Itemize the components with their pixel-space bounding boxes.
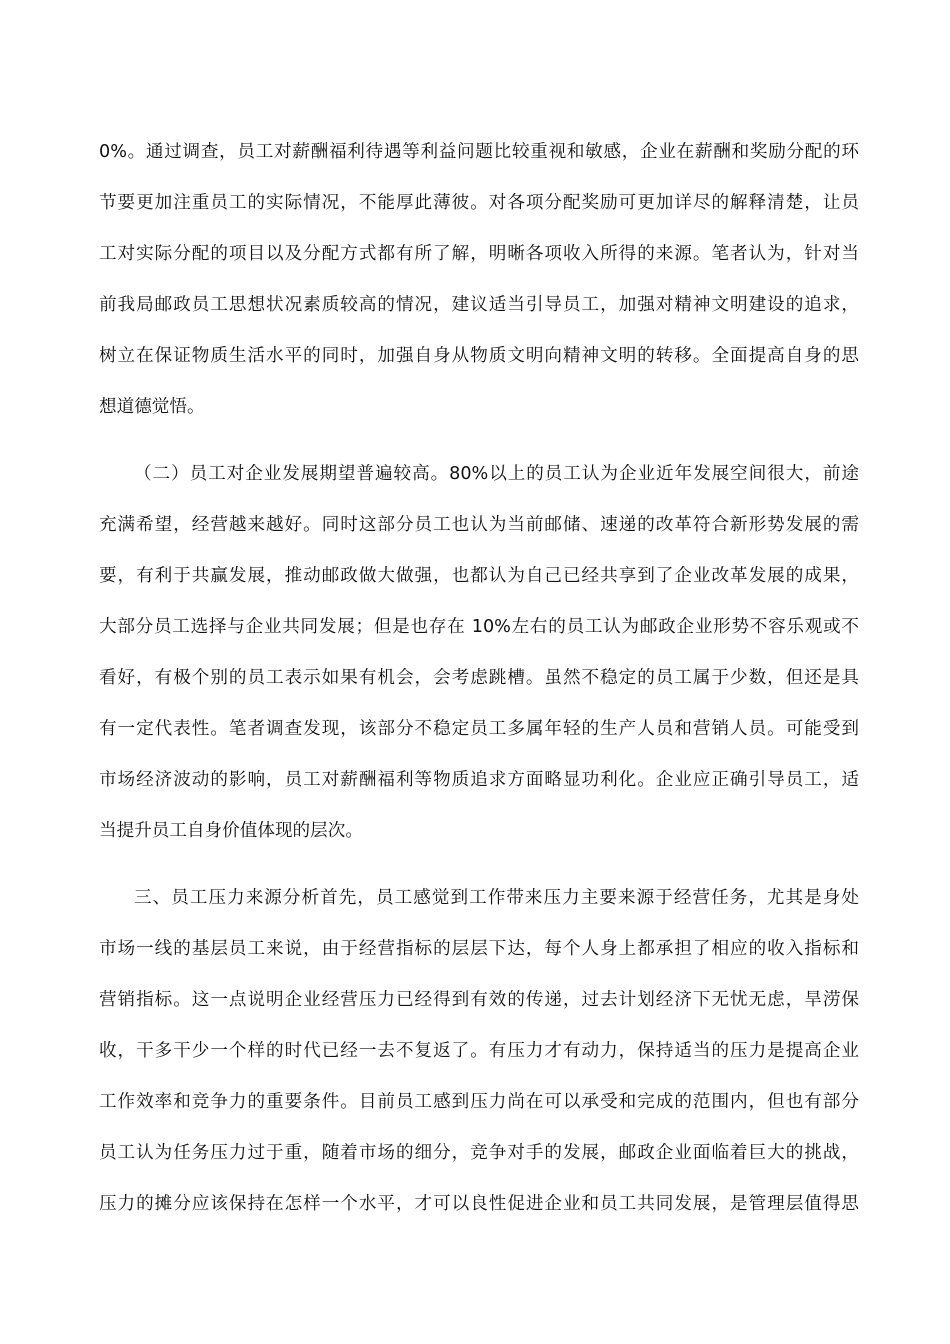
- paragraph-line: 大部分员工选择与企业共同发展；但是也存在 10%左右的员工认为邮政企业形势不容乐观或不: [99, 617, 859, 637]
- paragraph-line: 工对实际分配的项目以及分配方式都有所了解，明晰各项收入所得的来源。笔者认为，针对当: [99, 244, 859, 264]
- paragraph-line: 充满希望，经营越来越好。同时这部分员工也认为当前邮储、速递的改革符合新形势发展的需: [99, 515, 859, 535]
- paragraph-line: 压力的摊分应该保持在怎样一个水平，才可以良性促进企业和员工共同发展，是管理层值得思: [99, 1194, 859, 1214]
- paragraph-line: 0%。通过调查，员工对薪酬福利待遇等利益问题比较重视和敏感，企业在薪酬和奖励分配的环: [99, 142, 859, 162]
- paragraph-line: 营销指标。这一点说明企业经营压力已经得到有效的传递，过去计划经济下无忧无虑，旱涝保: [99, 990, 859, 1010]
- paragraph-line: （二）员工对企业发展期望普遍较高。80%以上的员工认为企业近年发展空间很大，前途: [134, 464, 859, 484]
- paragraph-line: 节要更加注重员工的实际情况，不能厚此薄彼。对各项分配奖励可更加详尽的解释清楚，让员: [99, 193, 859, 213]
- paragraph-line: 要，有利于共赢发展，推动邮政做大做强，也都认为自己已经共享到了企业改革发展的成果，: [99, 566, 859, 586]
- paragraph-line: 当提升员工自身价值体现的层次。: [99, 821, 363, 841]
- paragraph-line: 有一定代表性。笔者调查发现，该部分不稳定员工多属年轻的生产人员和营销人员。可能受到: [99, 719, 859, 739]
- paragraph-line: 前我局邮政员工思想状况素质较高的情况，建议适当引导员工，加强对精神文明建设的追求，: [99, 295, 859, 315]
- paragraph-line: 收，干多干少一个样的时代已经一去不复返了。有压力才有动力，保持适当的压力是提高企业: [99, 1041, 859, 1061]
- paragraph-line: 看好，有极个别的员工表示如果有机会，会考虑跳槽。虽然不稳定的员工属于少数，但还是具: [99, 668, 859, 688]
- paragraph-line: 市场经济波动的影响，员工对薪酬福利等物质追求方面略显功利化。企业应正确引导员工，适: [99, 770, 859, 790]
- paragraph-line: 员工认为任务压力过于重，随着市场的细分，竞争对手的发展，邮政企业面临着巨大的挑战，: [99, 1143, 859, 1163]
- paragraph-line: 想道德觉悟。: [99, 397, 205, 417]
- paragraph-line: 三、员工压力来源分析首先，员工感觉到工作带来压力主要来源于经营任务，尤其是身处: [134, 888, 859, 908]
- paragraph-line: 工作效率和竞争力的重要条件。目前员工感到压力尚在可以承受和完成的范围内，但也有部分: [99, 1092, 859, 1112]
- paragraph-line: 市场一线的基层员工来说，由于经营指标的层层下达，每个人身上都承担了相应的收入指标和: [99, 939, 859, 959]
- paragraph-line: 树立在保证物质生活水平的同时，加强自身从物质文明向精神文明的转移。全面提高自身的思: [99, 346, 859, 366]
